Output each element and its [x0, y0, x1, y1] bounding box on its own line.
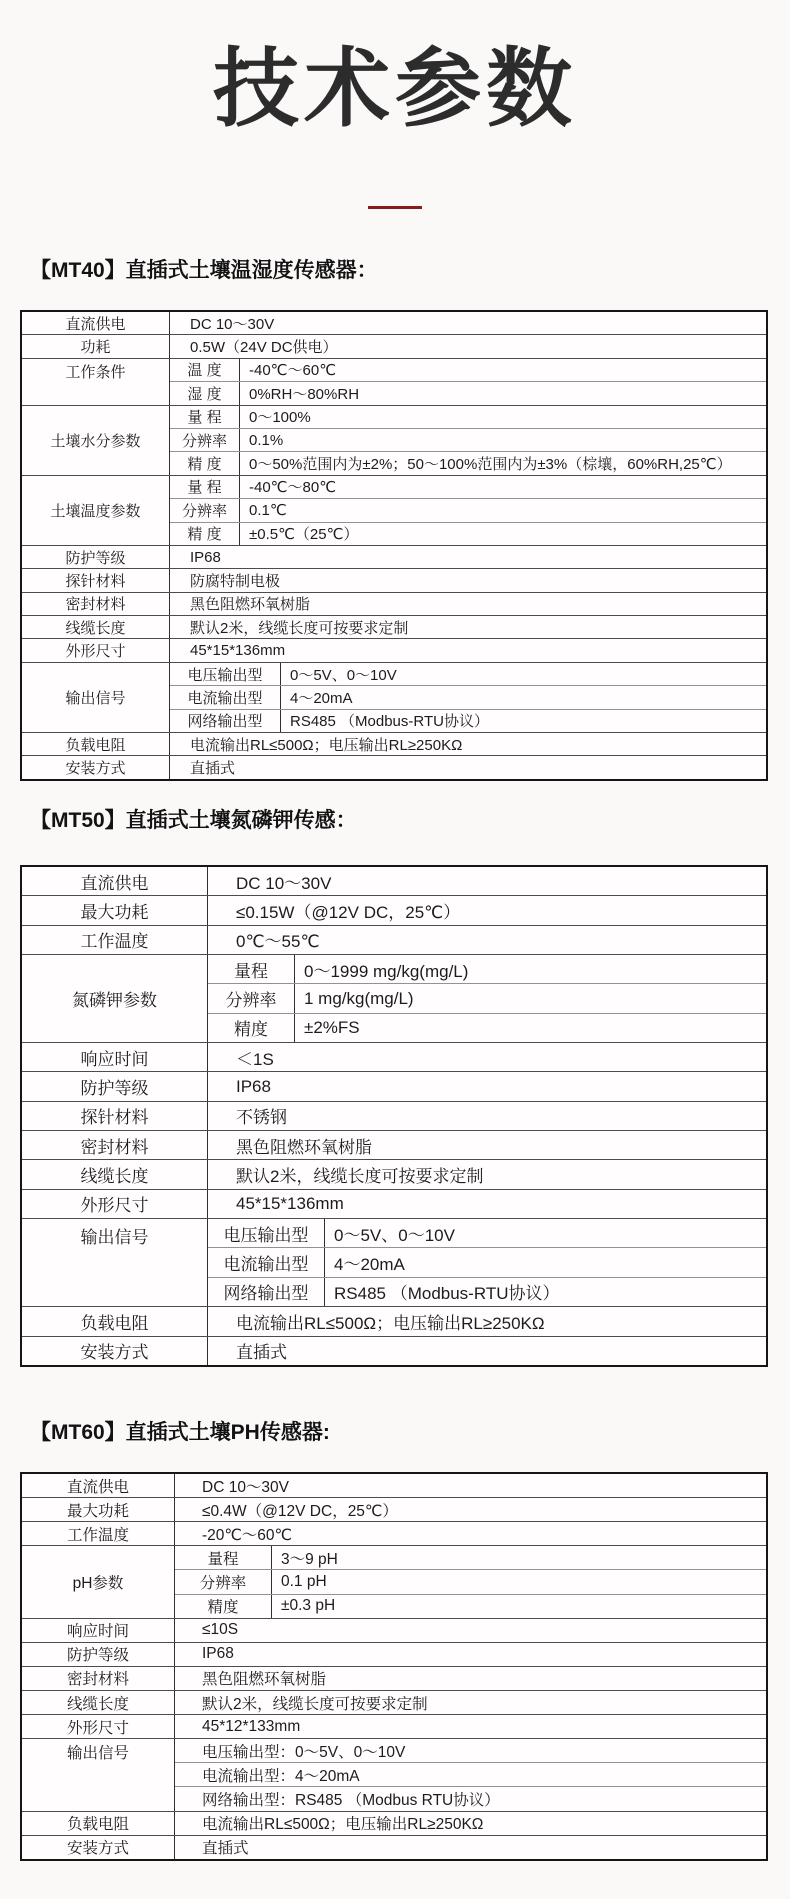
- spec-value: 默认2米，线缆长度可按要求定制: [190, 619, 409, 637]
- spec-value: 0～50%范围内为±2%；50～100%范围内为±3%（棕壤，60%RH,25℃）: [249, 456, 732, 474]
- spec-value: ±0.3 pH: [281, 1597, 336, 1615]
- sub-label: 精度: [175, 1595, 272, 1618]
- spec-row: [22, 1738, 766, 1810]
- spec-value: 电流输出型：4～20mA: [202, 1767, 360, 1785]
- spec-row: [22, 1811, 766, 1835]
- sub-row: [208, 1219, 766, 1247]
- spec-value: IP68: [190, 548, 221, 566]
- section-heading-mt40: 【MT40】直插式土壤温湿度传感器：: [30, 259, 378, 282]
- spec-value: 直插式: [202, 1840, 249, 1858]
- sub-row: [208, 1013, 766, 1042]
- row-label: 工作条件: [22, 359, 170, 405]
- spec-value: DC 10～30V: [202, 1478, 290, 1496]
- sub-label: 电压输出型: [170, 663, 281, 685]
- spec-table-mt60: [20, 1472, 768, 1861]
- section-heading-mt50: 【MT50】直插式土壤氮磷钾传感：: [30, 809, 357, 832]
- sub-label: 电流输出型: [170, 686, 281, 708]
- spec-row: [22, 545, 766, 568]
- row-label: 工作温度: [22, 926, 208, 954]
- spec-row: [22, 1306, 766, 1335]
- spec-value: 0～5V、0～10V: [290, 666, 397, 684]
- spec-row: [22, 568, 766, 591]
- sub-row: [170, 359, 766, 381]
- spec-value: 0～100%: [249, 409, 311, 427]
- sub-row: [175, 1546, 766, 1569]
- spec-row: [22, 592, 766, 615]
- spec-value: 0.1℃: [249, 502, 287, 520]
- row-label: 密封材料: [22, 1131, 208, 1159]
- sub-label: 量程: [208, 955, 295, 983]
- sub-label: 分辨率: [170, 499, 240, 521]
- sub-label: 精 度: [170, 452, 240, 474]
- sub-label: 电压输出型: [208, 1219, 325, 1247]
- spec-row: [22, 1521, 766, 1545]
- sub-rows: [208, 955, 766, 1042]
- spec-row: [22, 1690, 766, 1714]
- spec-row: [22, 1666, 766, 1690]
- sub-label: 湿 度: [170, 382, 240, 404]
- row-label: 密封材料: [22, 1667, 175, 1690]
- sub-row: [170, 685, 766, 708]
- row-label: 线缆长度: [22, 1691, 175, 1714]
- spec-row: [22, 732, 766, 755]
- spec-value: 0℃～55℃: [236, 932, 320, 952]
- sub-label: 网络输出型: [170, 710, 281, 732]
- spec-value: RS485 （Modbus-RTU协议）: [334, 1284, 560, 1304]
- spec-row: [22, 1101, 766, 1130]
- sub-row: [170, 476, 766, 498]
- spec-value: IP68: [202, 1645, 234, 1663]
- spec-value: 直插式: [190, 760, 236, 778]
- section-heading-mt60: 【MT60】直插式土壤PH传感器:: [30, 1421, 330, 1444]
- row-label: 输出信号: [22, 663, 170, 732]
- sub-label: 分辨率: [170, 429, 240, 451]
- row-label: 输出信号: [22, 1739, 175, 1810]
- sub-row: [170, 663, 766, 685]
- sub-row: [170, 709, 766, 732]
- sub-row: [175, 1569, 766, 1593]
- sub-row: [170, 451, 766, 474]
- row-label: 直流供电: [22, 1474, 175, 1497]
- row-label: pH参数: [22, 1546, 175, 1617]
- spec-row: [22, 1835, 766, 1859]
- sub-row: [170, 522, 766, 545]
- spec-row: [22, 1714, 766, 1738]
- spec-value: 0.1 pH: [281, 1572, 327, 1590]
- spec-value: 3～9 pH: [281, 1550, 338, 1568]
- spec-value: 0～1999 mg/kg(mg/L): [304, 961, 469, 981]
- spec-row: [22, 662, 766, 732]
- sub-label: 温 度: [170, 359, 240, 381]
- row-label: 外形尺寸: [22, 639, 170, 661]
- spec-value: 黑色阻燃环氧树脂: [190, 596, 311, 614]
- spec-value: -40℃～60℃: [249, 362, 337, 380]
- spec-value: 0%RH～80%RH: [249, 385, 360, 403]
- spec-value: -20℃～60℃: [202, 1526, 292, 1544]
- row-label: 防护等级: [22, 546, 170, 568]
- sub-label: 电流输出型: [208, 1248, 325, 1276]
- title-divider: [368, 206, 422, 209]
- spec-value: 黑色阻燃环氧树脂: [202, 1671, 327, 1689]
- spec-value: 0～5V、0～10V: [334, 1225, 455, 1245]
- sub-row: [175, 1762, 766, 1786]
- sub-label: 分辨率: [175, 1570, 272, 1593]
- spec-row: [22, 1642, 766, 1666]
- spec-value: 电流输出RL≤500Ω；电压输出RL≥250KΩ: [190, 736, 463, 754]
- spec-value: RS485 （Modbus-RTU协议）: [290, 713, 489, 731]
- sub-row: [175, 1786, 766, 1810]
- row-label: 功耗: [22, 335, 170, 357]
- spec-value: IP68: [236, 1076, 271, 1096]
- sub-row: [208, 983, 766, 1012]
- spec-value: -40℃～80℃: [249, 479, 337, 497]
- row-label: 防护等级: [22, 1643, 175, 1666]
- spec-row: [22, 954, 766, 1042]
- spec-value: DC 10～30V: [236, 873, 332, 893]
- spec-value: 黑色阻燃环氧树脂: [236, 1137, 372, 1157]
- sub-rows: [170, 359, 766, 405]
- spec-row: [22, 638, 766, 661]
- sub-label: 精 度: [170, 523, 240, 545]
- spec-row: [22, 475, 766, 545]
- spec-value: ＜1S: [236, 1049, 274, 1069]
- spec-value: ±2%FS: [304, 1017, 360, 1037]
- row-label: 安装方式: [22, 1836, 175, 1859]
- row-label: 氮磷钾参数: [22, 955, 208, 1042]
- spec-row: [22, 1497, 766, 1521]
- sub-label: 精度: [208, 1014, 295, 1042]
- sub-row: [175, 1594, 766, 1618]
- spec-row: [22, 1618, 766, 1642]
- sub-label: 分辨率: [208, 984, 295, 1012]
- spec-value: 0.1%: [249, 431, 284, 449]
- spec-row: [22, 1474, 766, 1497]
- row-label: 土壤温度参数: [22, 476, 170, 545]
- spec-value: 电流输出RL≤500Ω；电压输出RL≥250KΩ: [236, 1313, 545, 1333]
- spec-value: ≤10S: [202, 1621, 239, 1639]
- spec-row: [22, 1218, 766, 1306]
- spec-value: 直插式: [236, 1343, 287, 1363]
- spec-value: ≤0.15W（@12V DC，25℃）: [236, 903, 461, 923]
- sub-rows: [170, 663, 766, 732]
- spec-value: 1 mg/kg(mg/L): [304, 988, 414, 1008]
- row-label: 响应时间: [22, 1043, 208, 1071]
- spec-row: [22, 867, 766, 895]
- sub-rows: [175, 1546, 766, 1617]
- row-label: 最大功耗: [22, 1498, 175, 1521]
- spec-row: [22, 615, 766, 638]
- spec-value: 0.5W（24V DC供电）: [190, 339, 338, 357]
- spec-row: [22, 1545, 766, 1617]
- spec-value: ±0.5℃（25℃）: [249, 526, 359, 544]
- spec-value: ≤0.4W（@12V DC，25℃）: [202, 1502, 398, 1520]
- row-label: 土壤水分参数: [22, 406, 170, 475]
- spec-row: [22, 405, 766, 475]
- spec-value: 电压输出型：0～5V、0～10V: [202, 1743, 406, 1761]
- spec-value: 电流输出RL≤500Ω；电压输出RL≥250KΩ: [202, 1816, 484, 1834]
- sub-rows: [208, 1219, 766, 1306]
- row-label: 最大功耗: [22, 896, 208, 924]
- row-label: 直流供电: [22, 867, 208, 895]
- sub-row: [208, 955, 766, 983]
- row-label: 负载电阻: [22, 1812, 175, 1835]
- row-label: 密封材料: [22, 593, 170, 615]
- row-label: 线缆长度: [22, 616, 170, 638]
- spec-value: 网络输出型：RS485 （Modbus RTU协议）: [202, 1791, 500, 1809]
- spec-table-mt50: [20, 865, 768, 1367]
- sub-row: [170, 381, 766, 404]
- spec-value: DC 10～30V: [190, 315, 275, 333]
- row-label: 负载电阻: [22, 1307, 208, 1335]
- spec-value: 45*15*136mm: [190, 642, 286, 660]
- sub-label: 量程: [175, 1546, 272, 1569]
- spec-value: 不锈钢: [236, 1108, 287, 1128]
- spec-value: 45*15*136mm: [236, 1193, 344, 1213]
- row-label: 探针材料: [22, 569, 170, 591]
- sub-label: 量 程: [170, 476, 240, 498]
- sub-row: [175, 1739, 766, 1762]
- sub-label: 网络输出型: [208, 1278, 325, 1306]
- row-label: 外形尺寸: [22, 1190, 208, 1218]
- sub-row: [208, 1277, 766, 1306]
- spec-row: [22, 895, 766, 924]
- spec-row: [22, 1189, 766, 1218]
- row-label: 直流供电: [22, 312, 170, 334]
- row-label: 工作温度: [22, 1522, 175, 1545]
- spec-value: 4～20mA: [334, 1255, 405, 1275]
- spec-row: [22, 925, 766, 954]
- spec-row: [22, 358, 766, 405]
- spec-row: [22, 1130, 766, 1159]
- row-label: 外形尺寸: [22, 1715, 175, 1738]
- page-title: 技术参数: [213, 41, 577, 137]
- spec-row: [22, 334, 766, 357]
- row-label: 输出信号: [22, 1219, 208, 1306]
- spec-value: 默认2米，线缆长度可按要求定制: [202, 1695, 428, 1713]
- sub-row: [170, 498, 766, 521]
- row-label: 线缆长度: [22, 1160, 208, 1188]
- spec-row: [22, 1071, 766, 1100]
- spec-row: [22, 1336, 766, 1365]
- spec-value: 防腐特制电极: [190, 572, 281, 590]
- row-label: 响应时间: [22, 1619, 175, 1642]
- spec-table-mt40: [20, 310, 768, 781]
- row-label: 防护等级: [22, 1072, 208, 1100]
- spec-row: [22, 755, 766, 778]
- sub-row: [170, 406, 766, 428]
- spec-row: [22, 1159, 766, 1188]
- row-label: 探针材料: [22, 1102, 208, 1130]
- sub-rows: [170, 406, 766, 475]
- row-label: 安装方式: [22, 1337, 208, 1365]
- row-label: 负载电阻: [22, 733, 170, 755]
- sub-row: [208, 1247, 766, 1276]
- spec-row: [22, 312, 766, 334]
- sub-row: [170, 428, 766, 451]
- spec-value: 默认2米，线缆长度可按要求定制: [236, 1167, 484, 1187]
- sub-label: 量 程: [170, 406, 240, 428]
- spec-value: 4～20mA: [290, 689, 353, 707]
- sub-rows: [170, 476, 766, 545]
- row-label: 安装方式: [22, 756, 170, 778]
- spec-value: 45*12*133mm: [202, 1717, 301, 1735]
- sub-rows: [175, 1739, 766, 1810]
- spec-row: [22, 1042, 766, 1071]
